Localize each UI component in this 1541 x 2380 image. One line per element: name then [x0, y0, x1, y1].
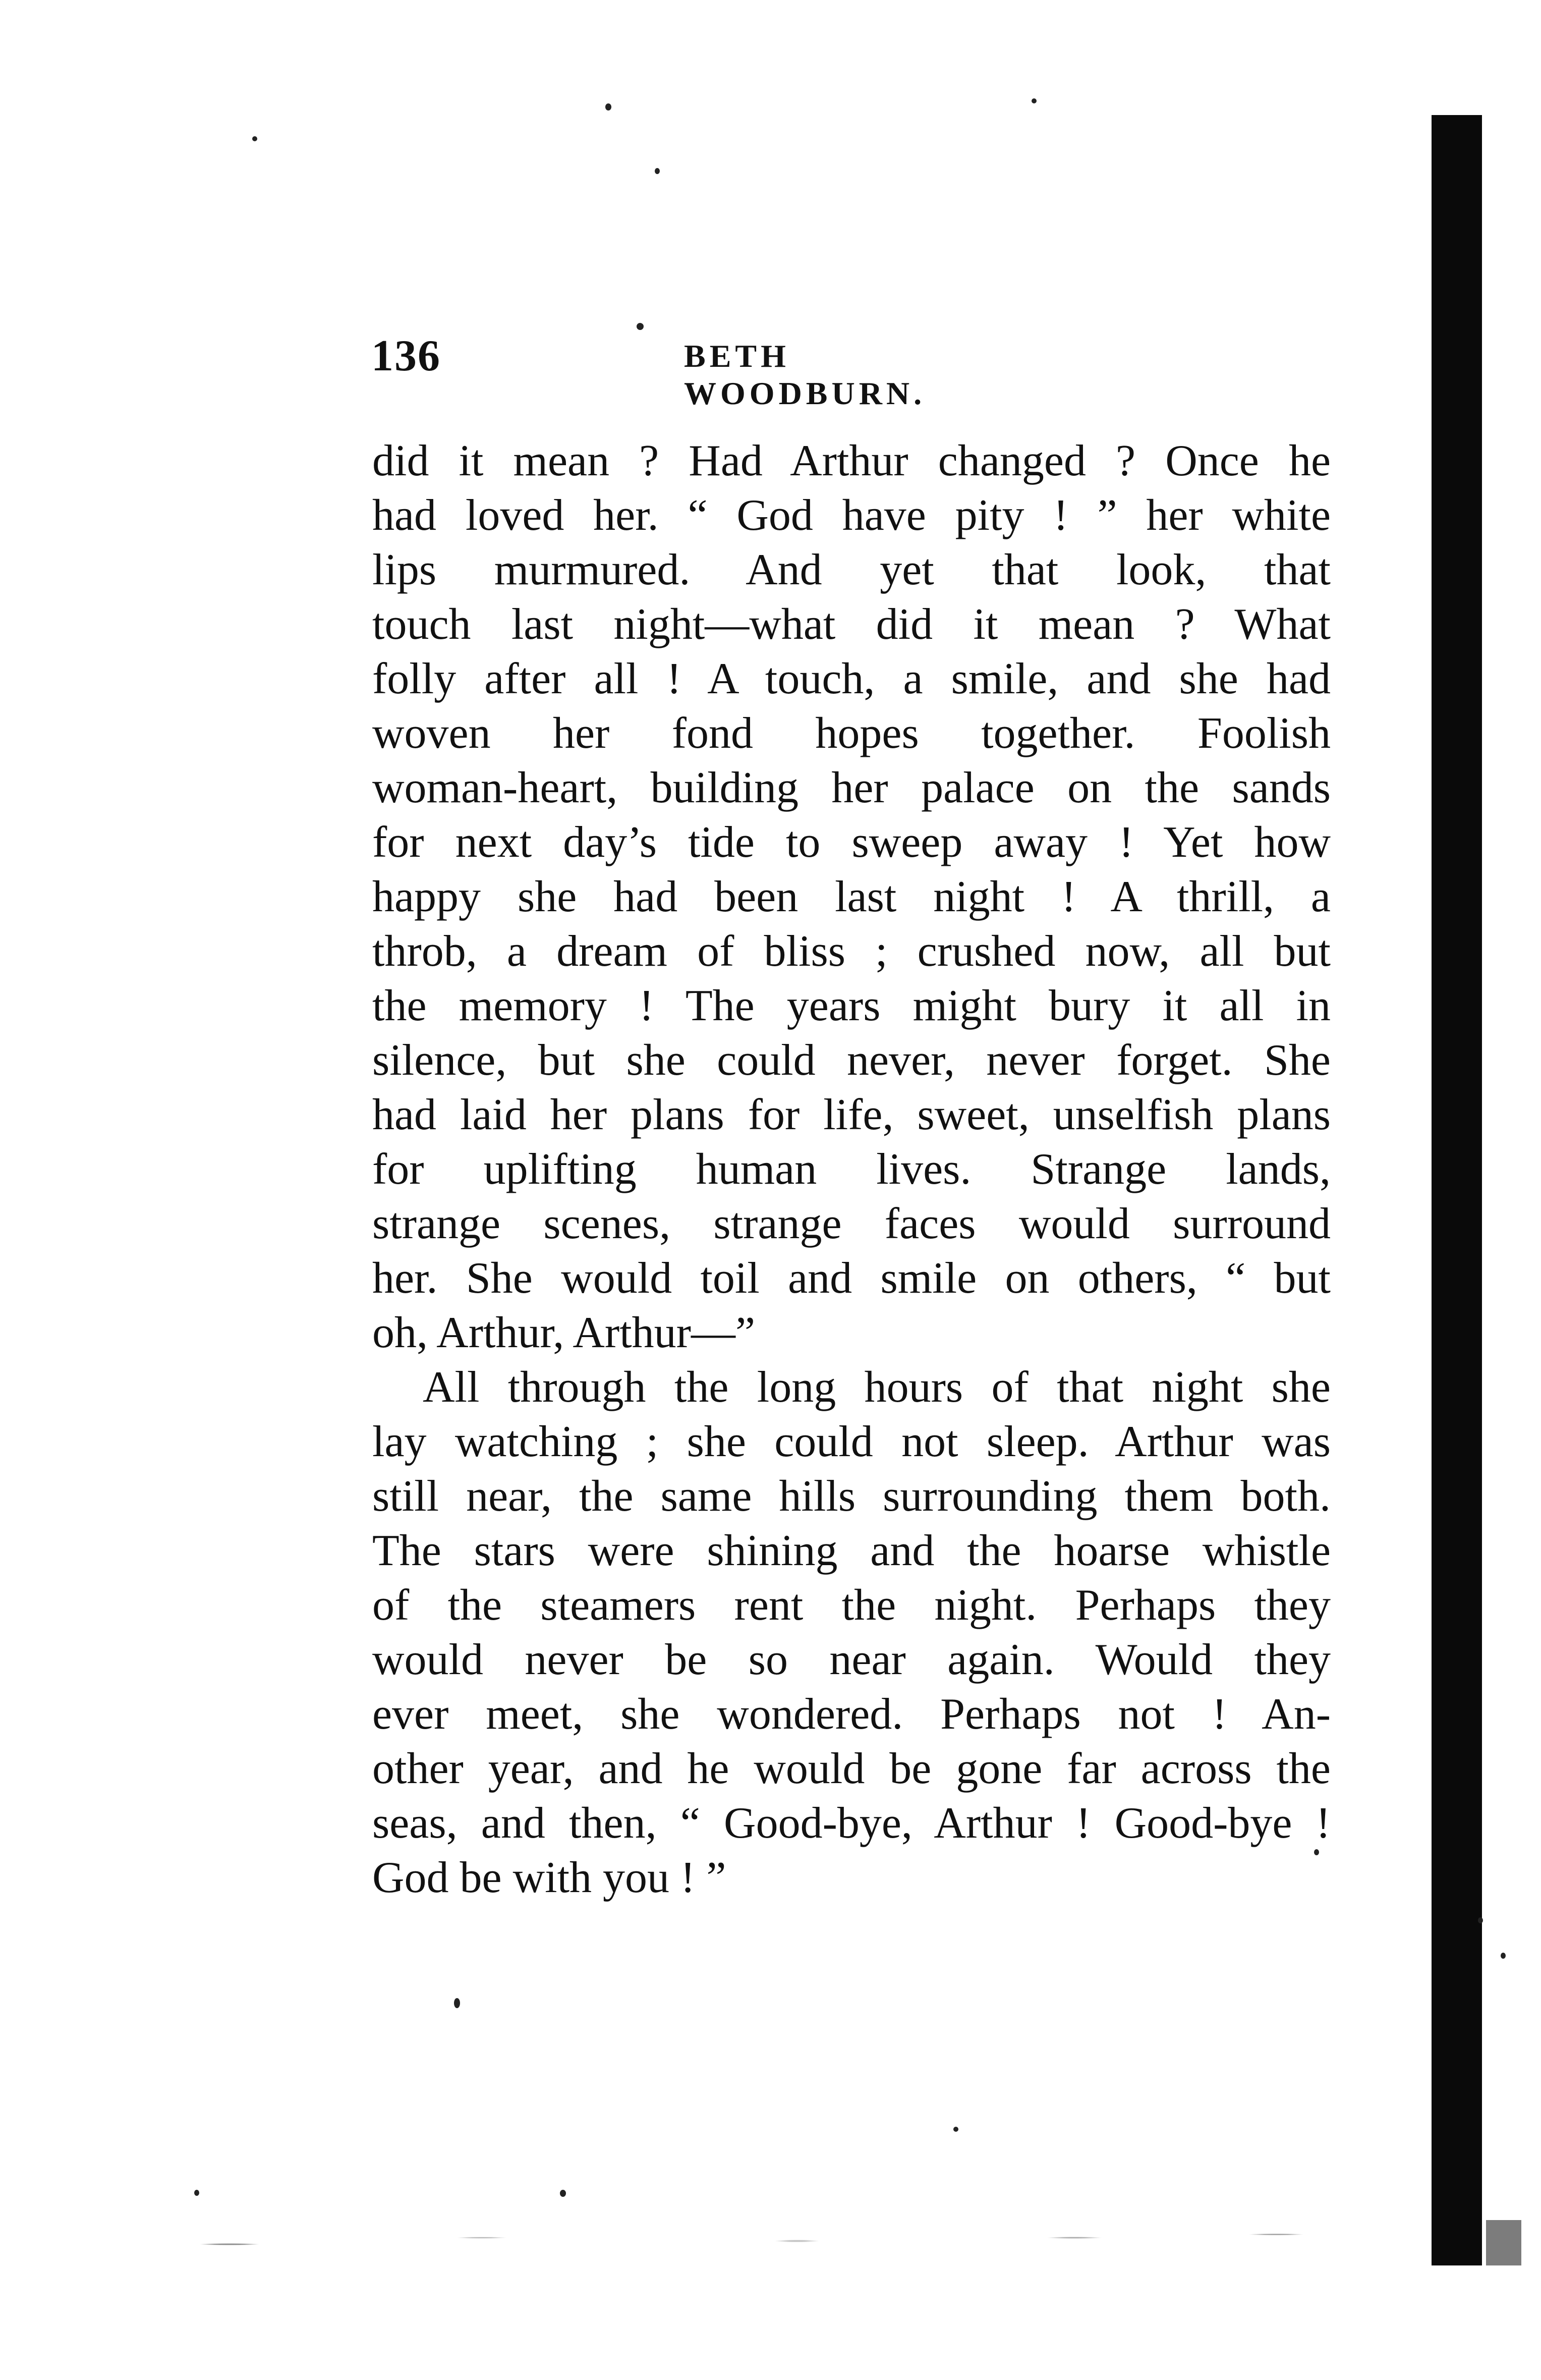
binding-edge: [1432, 115, 1482, 2265]
scan-speck: [953, 2127, 958, 2132]
text-line: throb, a dream of bliss ; crushed now, all but: [372, 927, 1331, 976]
running-head: [371, 330, 1042, 411]
scan-speck: [1478, 1917, 1483, 1923]
text-line: would never be so near again. Would they: [372, 1635, 1331, 1684]
text-line: still near, the same hills surrounding them both.: [372, 1472, 1331, 1521]
text-line: lay watching ; she could not sleep. Arthur was: [372, 1417, 1331, 1466]
running-title: BETH WOODBURN.: [684, 338, 926, 411]
text-line: folly after all ! A touch, a smile, and she had: [372, 654, 1331, 703]
paragraph-2: [372, 1360, 1331, 1905]
scan-speck: [655, 168, 660, 174]
paragraph-1: [372, 434, 1331, 1360]
text-line: lips murmured. And yet that look, that: [372, 545, 1331, 594]
scan-speck: [1501, 1953, 1506, 1959]
binding-shadow: [1486, 2220, 1521, 2265]
text-line: had laid her plans for life, sweet, unselfish plans: [372, 1090, 1331, 1139]
scan-speck: [454, 1998, 460, 2008]
text-line: woven her fond hopes together. Foolish: [372, 709, 1331, 758]
text-line: of the steamers rent the night. Perhaps they: [372, 1581, 1331, 1630]
scan-smudge: [166, 2205, 1428, 2271]
text-line: for next day’s tide to sweep away ! Yet how: [372, 818, 1331, 867]
text-line: happy she had been last night ! A thrill, a: [372, 872, 1331, 921]
scan-speck: [252, 136, 257, 141]
text-line: All through the long hours of that night she: [423, 1363, 1331, 1412]
scan-speck: [1314, 1849, 1319, 1855]
page-number: 136: [371, 331, 441, 380]
text-line: ever meet, she wondered. Perhaps not ! An-: [372, 1690, 1331, 1739]
scan-speck: [1032, 98, 1037, 103]
text-line: the memory ! The years might bury it all in: [372, 981, 1331, 1030]
scan-speck: [560, 2190, 566, 2197]
text-line: seas, and then, “ Good-bye, Arthur ! Good-bye !: [372, 1799, 1331, 1848]
text-line: strange scenes, strange faces would surround: [372, 1199, 1331, 1248]
text-line: silence, but she could never, never forget. She: [372, 1036, 1331, 1085]
scan-speck: [637, 323, 644, 330]
text-line: did it mean ? Had Arthur changed ? Once he: [372, 436, 1331, 485]
body-text: [372, 434, 1331, 1905]
text-line: The stars were shining and the hoarse whistle: [372, 1526, 1331, 1575]
text-line: other year, and he would be gone far across the: [372, 1744, 1331, 1793]
text-line: her. She would toil and smile on others, “ but: [372, 1254, 1331, 1303]
text-line: oh, Arthur, Arthur—”: [372, 1308, 756, 1357]
text-line: had loved her. “ God have pity ! ” her white: [372, 491, 1331, 540]
scan-speck: [194, 2190, 199, 2196]
text-line: for uplifting human lives. Strange lands,: [372, 1145, 1331, 1194]
text-line: woman-heart, building her palace on the sands: [372, 763, 1331, 812]
text-line: God be with you ! ”: [372, 1853, 726, 1902]
text-line: touch last night—what did it mean ? What: [372, 600, 1331, 649]
scan-speck: [605, 103, 611, 110]
